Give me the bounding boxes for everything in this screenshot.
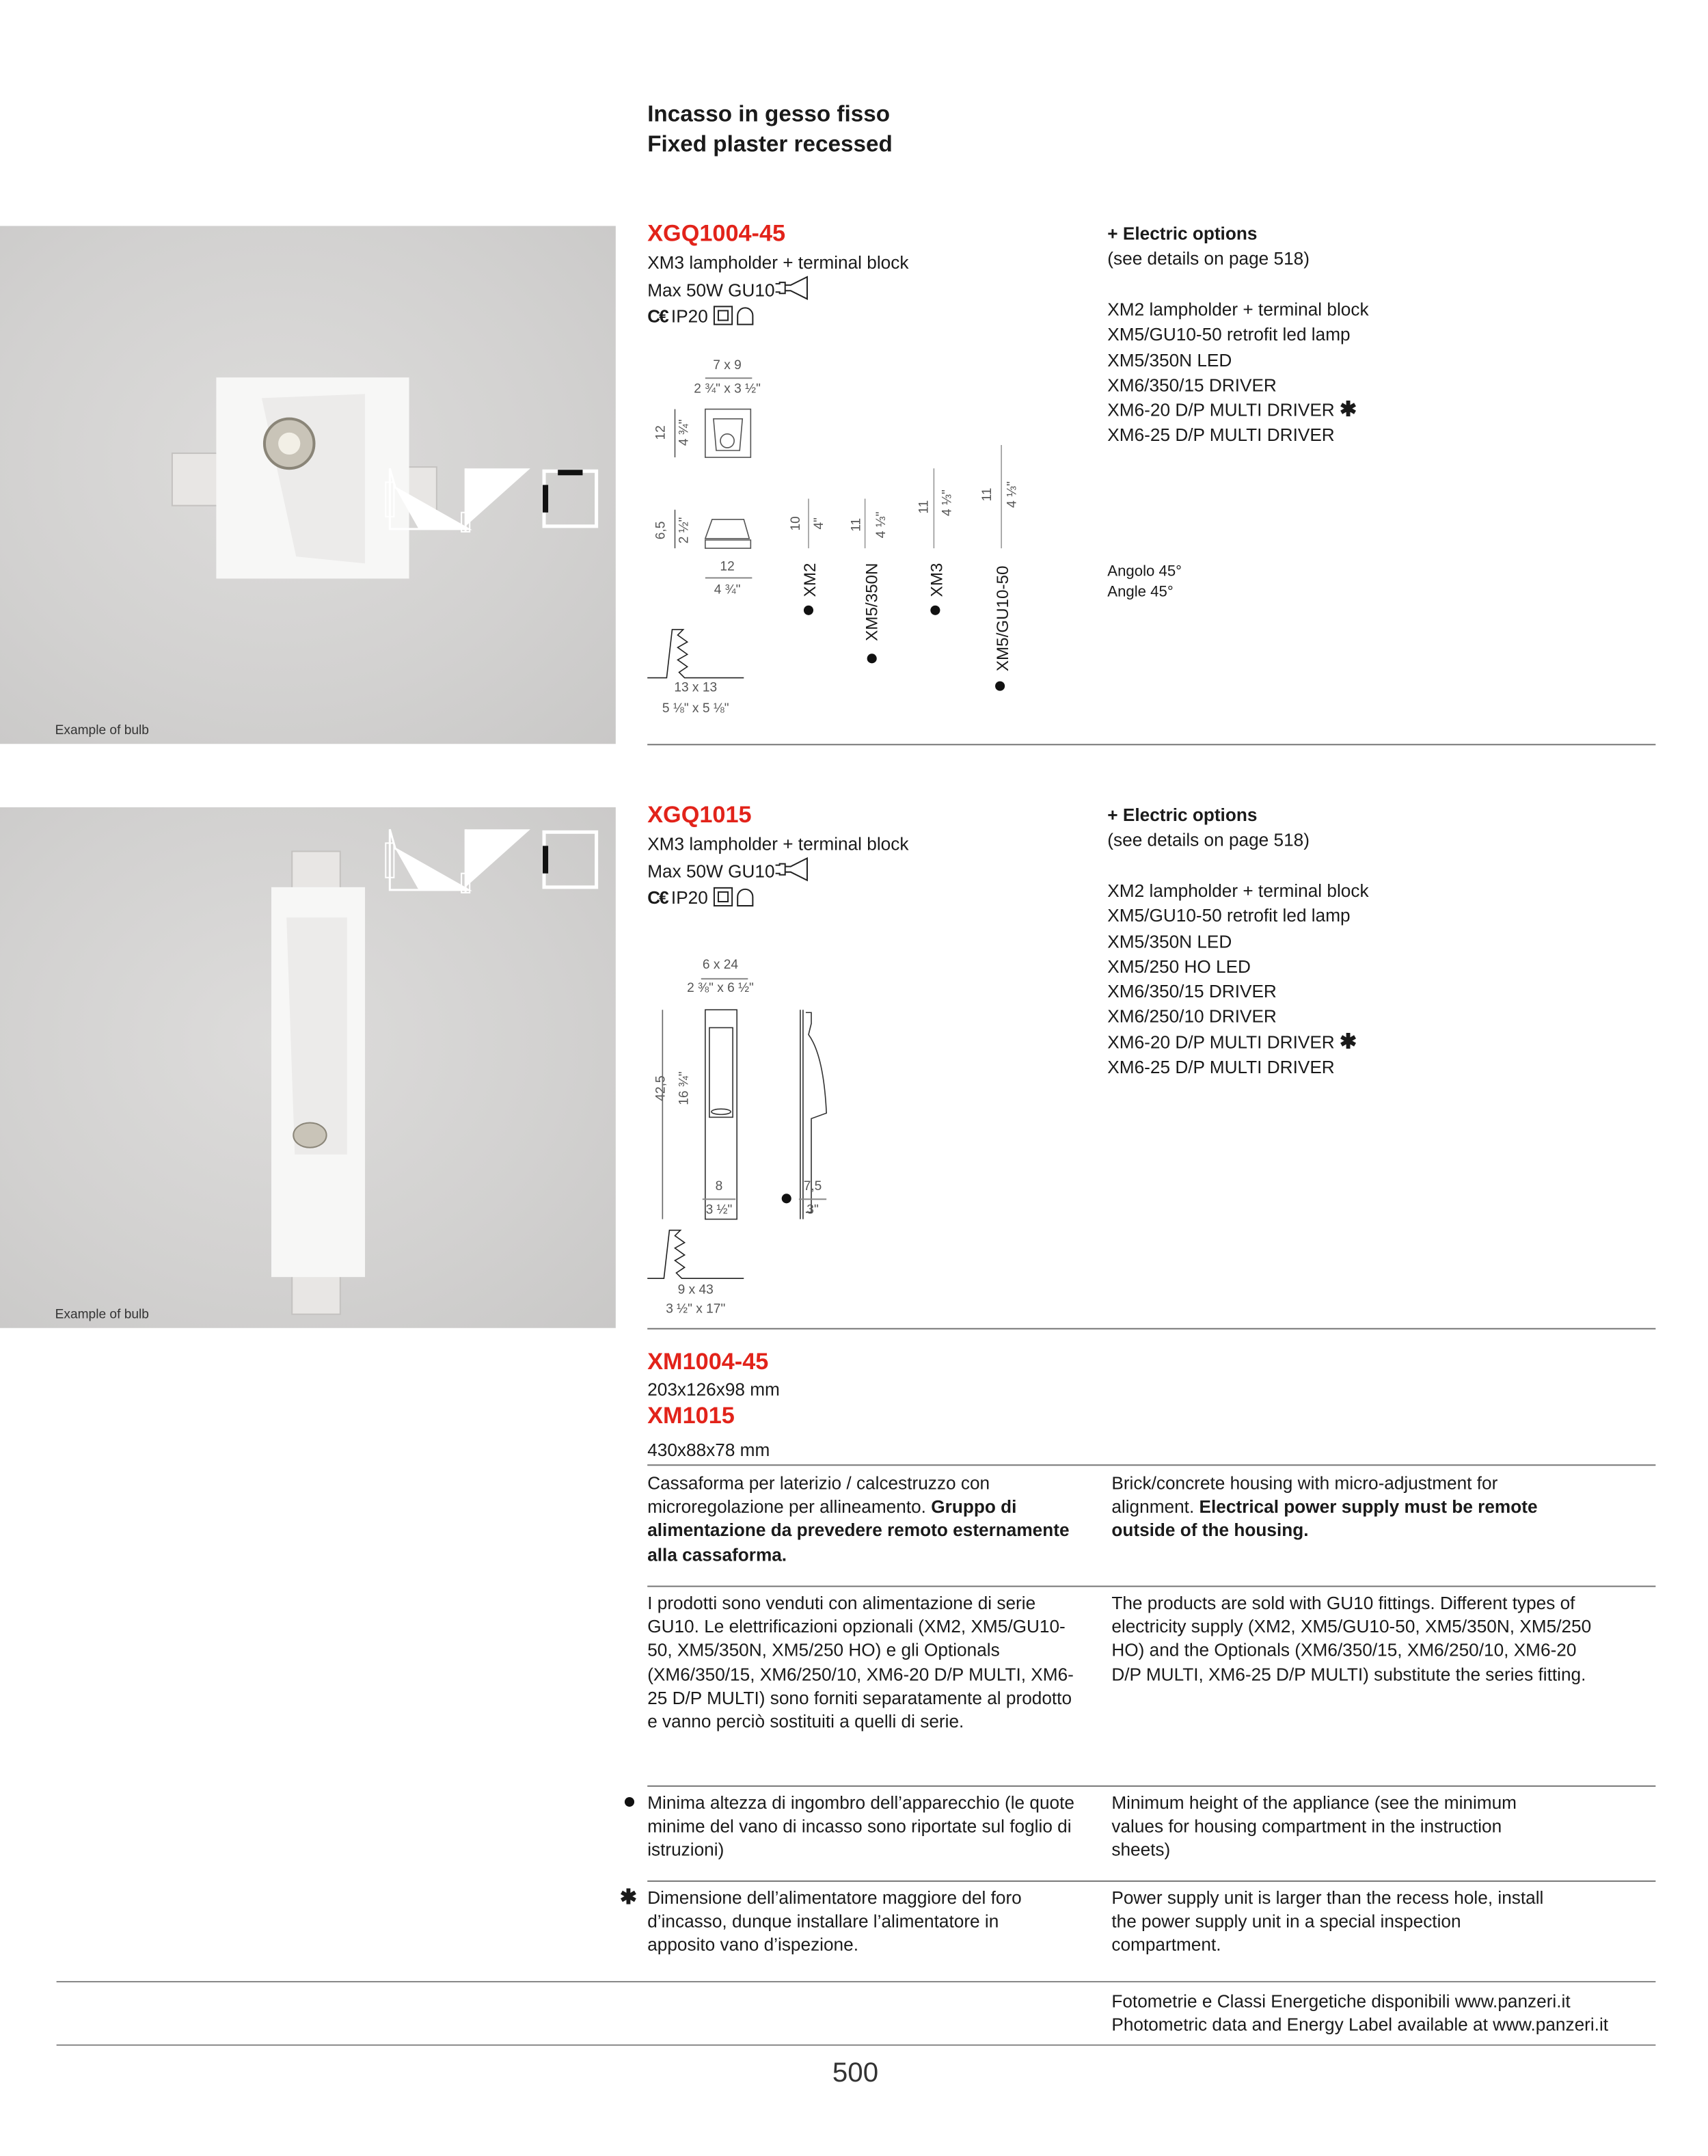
product-code: XGQ1004-45: [647, 220, 786, 247]
product-code: XGQ1015: [647, 801, 752, 828]
spec-lampholder: XM3 lampholder + terminal block: [647, 833, 909, 854]
cutout-dim: 9 x 43: [677, 1282, 714, 1298]
option-label-xm3: XM3: [927, 563, 947, 597]
supply-note-en: The products are sold with GU10 fittings. Different types of electricity supply (XM2, XM5/GU10-50, XM5/350N, XM5/250 HO) and the Optionals (XM6/350/15, XM6/250/10, XM6-20 D/P MULTI, XM6-25 D/P MULTI) substitute the series fitting.: [1111, 1592, 1592, 1684]
divider: [57, 2045, 1656, 2046]
electric-options-subtitle: (see details on page 518): [1107, 829, 1310, 850]
dim-label: 8: [715, 1179, 723, 1195]
cutout-dim: 5 ⅛" x 5 ⅛": [662, 701, 729, 716]
dim-label: 2 ½": [677, 517, 692, 544]
dim-label: 10: [788, 516, 804, 531]
bullet-legend-icon: [625, 1797, 634, 1807]
electric-options-title: + Electric options: [1107, 804, 1258, 826]
option-item: XM6/350/15 DRIVER: [1107, 981, 1277, 1002]
dim-label: 12: [653, 425, 669, 440]
electric-options-list: [1107, 879, 1368, 1081]
dim-label: 42,5: [653, 1075, 669, 1101]
option-item: XM5/350N LED: [1107, 349, 1232, 370]
divider: [57, 1981, 1656, 1982]
divider: [647, 1786, 1655, 1787]
housing-size: 430x88x78 mm: [647, 1439, 770, 1461]
housing-note-en: [1111, 1471, 1552, 1542]
min-height-note-it: Minima altezza di ingombro dell’apparecchio (le quote minime del vano di incasso sono riportate sul foglio di istruzioni): [647, 1792, 1074, 1861]
electric-options-subtitle: (see details on page 518): [1107, 247, 1310, 269]
min-height-bullet-icon: [782, 1194, 791, 1203]
dim-label: 3 ½": [705, 1202, 733, 1218]
ip-rating: IP20: [670, 887, 708, 908]
option-item: XM5/GU10-50 retrofit led lamp: [1107, 905, 1351, 926]
option-item: XM2 lampholder + terminal block: [1107, 880, 1369, 902]
ce-mark-icon: C€: [647, 306, 671, 327]
dim-label: 11: [979, 487, 996, 502]
spec-lampholder: XM3 lampholder + terminal block: [647, 252, 909, 273]
ip-rating: IP20: [670, 306, 708, 327]
option-label-xm5-350n: XM5/350N: [862, 563, 882, 641]
dim-label: 4 ⅓": [940, 489, 955, 516]
electric-options-title: + Electric options: [1107, 223, 1258, 244]
option-item: XM6-25 D/P MULTI DRIVER: [1107, 1056, 1335, 1078]
photometry-note-en: Photometric data and Energy Label available at www.panzeri.it: [1111, 2014, 1609, 2035]
cutout-dim: 3 ½" x 17": [666, 1302, 726, 1317]
dim-label: 6,5: [653, 521, 669, 540]
cutout-dim: 13 x 13: [674, 680, 718, 696]
housing-note-it: [647, 1471, 1088, 1566]
angle-en: Angle 45°: [1107, 584, 1174, 601]
option-item: XM5/GU10-50 retrofit led lamp: [1107, 324, 1351, 345]
dim-label: 3": [806, 1202, 819, 1218]
dim-label: 11: [849, 517, 865, 532]
dim-label: 4 ¾": [677, 419, 692, 446]
asterisk-legend-icon: ✱: [619, 1885, 638, 1910]
housing-code: XM1015: [647, 1402, 735, 1429]
option-item: XM5/350N LED: [1107, 930, 1232, 952]
psu-note-en: Power supply unit is larger than the recess hole, install the power supply unit in a special inspection compartment.: [1111, 1887, 1544, 1956]
option-label-xm5-gu10: XM5/GU10-50: [993, 565, 1013, 672]
dim-label: 12: [720, 559, 735, 575]
asterisk-icon: ✱: [1340, 1030, 1357, 1054]
spec-max-power-text: Max 50W GU10: [647, 280, 775, 301]
note-bold: Electrical power supply must be remote outside of the housing.: [1111, 1496, 1538, 1541]
option-item: XM5/250 HO LED: [1107, 956, 1251, 977]
recess-cutout-icon: [647, 1230, 744, 1279]
page-number: 500: [832, 2058, 879, 2089]
housing-size: 203x126x98 mm: [647, 1379, 780, 1400]
angle-it: Angolo 45°: [1107, 563, 1182, 580]
option-item-text: XM6-20 D/P MULTI DRIVER: [1107, 1032, 1335, 1053]
option-item: XM2 lampholder + terminal block: [1107, 299, 1369, 320]
option-item: XM6/250/10 DRIVER: [1107, 1006, 1277, 1027]
photo-caption: Example of bulb: [55, 723, 149, 739]
dim-label: 7,5: [803, 1179, 822, 1195]
dim-label: 2 ⅜" x 6 ½": [687, 980, 754, 997]
divider: [647, 1881, 1655, 1882]
photo-caption: Example of bulb: [55, 1307, 149, 1323]
option-item: XM6-25 D/P MULTI DRIVER: [1107, 425, 1335, 446]
title-it: Incasso in gesso fisso: [647, 102, 891, 127]
option-label-xm2: XM2: [800, 563, 820, 597]
dim-label: 4 ⅓": [1005, 481, 1020, 508]
housing-code: XM1004-45: [647, 1348, 769, 1375]
dim-label: 11: [917, 500, 932, 514]
option-item: XM6/350/15 DRIVER: [1107, 374, 1277, 396]
title-en: Fixed plaster recessed: [647, 132, 893, 157]
dim-label: 4 ⅓": [873, 511, 889, 539]
dim-label: 4": [812, 517, 828, 530]
note-text: Brick/concrete housing with micro-adjustment for alignment.: [1111, 1472, 1498, 1518]
ce-mark-icon: C€: [647, 887, 671, 908]
note-text: Cassaforma per laterizio / calcestruzzo con microregolazione per allineamento.: [647, 1472, 990, 1518]
option-item-text: XM6-20 D/P MULTI DRIVER: [1107, 399, 1335, 421]
dim-label: 7 x 9: [713, 358, 742, 374]
photometry-note-it: Fotometrie e Classi Energetiche disponibili www.panzeri.it: [1111, 1991, 1571, 2012]
psu-note-it: Dimensione dell’alimentatore maggiore del foro d’incasso, dunque installare l’alimentatore in apposito vano d’ispezione.: [647, 1887, 1022, 1956]
min-height-note-en: Minimum height of the appliance (see the minimum values for housing compartment in the instruction sheets): [1111, 1792, 1517, 1861]
supply-note-it: I prodotti sono venduti con alimentazione di serie GU10. Le elettrificazioni opzionali (XM2, XM5/GU10-50, XM5/350N, XM5/250 HO) e gli Optionals (XM6/350/15, XM6/250/10, XM6-20 D/P MULTI, XM6-25 D/P MULTI) sono forniti separatamente al prodotto e vanno perciò sostituiti a quelli di serie.: [647, 1592, 1074, 1732]
divider: [647, 1464, 1655, 1466]
dim-label: 2 ¾" x 3 ½": [694, 381, 761, 397]
spec-max-power-text: Max 50W GU10: [647, 861, 775, 882]
divider: [647, 1586, 1655, 1587]
note-bold: Gruppo di alimentazione da prevedere remoto esternamente alla cassaforma.: [647, 1496, 1070, 1565]
option-item: [1107, 1030, 1368, 1055]
dim-label: 6 x 24: [702, 957, 739, 973]
dim-label: 4 ¾": [714, 582, 741, 598]
asterisk-icon: ✱: [1340, 398, 1357, 422]
divider: [647, 1328, 1655, 1330]
dim-label: 16 ¾": [677, 1071, 692, 1105]
